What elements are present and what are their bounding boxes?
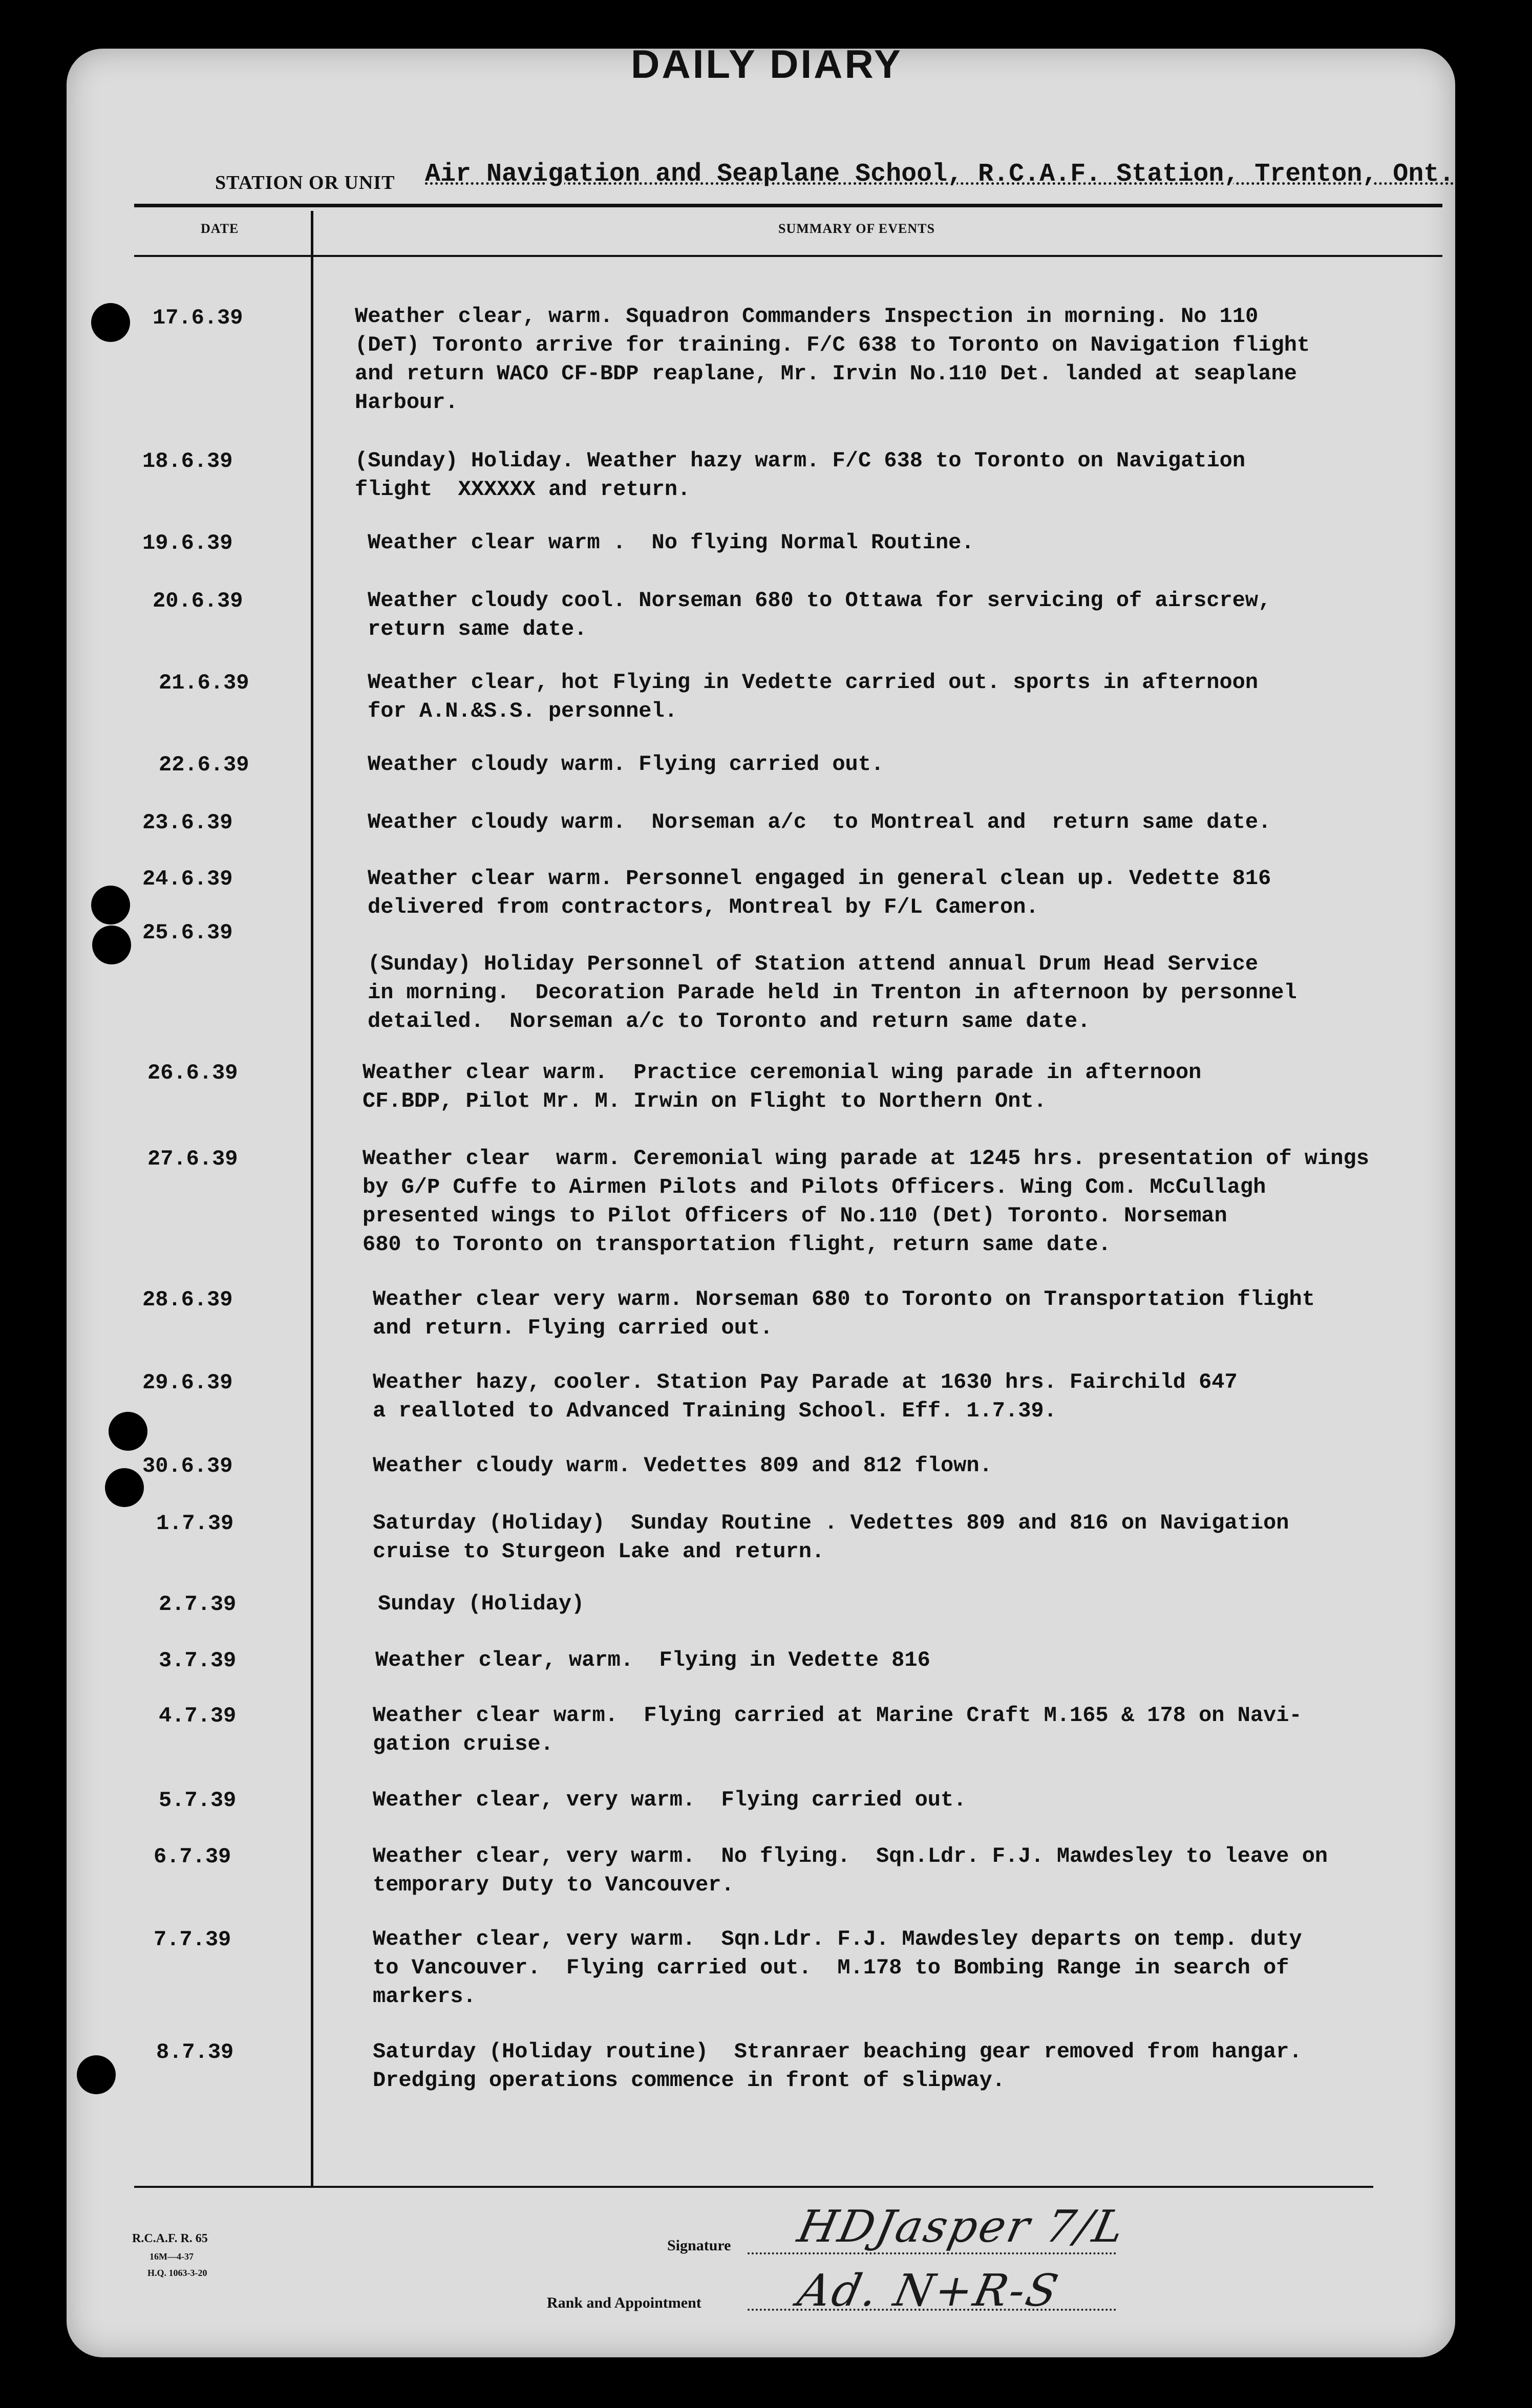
entry-text: Weather clear warm . No flying Normal Routine. xyxy=(368,530,974,555)
entry-date: 17.6.39 xyxy=(153,306,243,330)
entry-date: 4.7.39 xyxy=(159,1704,237,1728)
entry-date: 28.6.39 xyxy=(142,1287,233,1312)
column-header-rule xyxy=(134,255,1442,257)
entry-date: 23.6.39 xyxy=(142,810,233,835)
entry-text: Weather clear warm. Practice ceremonial wing parade in afternoon CF.BDP, Pilot Mr. M. Irwin on Flight to Northern Ont. xyxy=(363,1060,1202,1113)
entry-text: Weather cloudy cool. Norseman 680 to Ottawa for servicing of airscrew, return same date. xyxy=(368,588,1271,641)
entry-date: 26.6.39 xyxy=(147,1061,238,1085)
entry-date: 22.6.39 xyxy=(159,752,249,777)
entry-text: Weather clear very warm. Norseman 680 to Toronto on Transportation flight and return. Flying carried out. xyxy=(373,1287,1315,1340)
entry-text: Weather cloudy warm. Vedettes 809 and 812 flown. xyxy=(373,1453,992,1478)
punch-hole xyxy=(92,926,131,964)
signature-line xyxy=(748,2252,1116,2254)
entry-text: Weather cloudy warm. Flying carried out. xyxy=(368,752,884,777)
entry-text: Weather clear, very warm. Flying carried out. xyxy=(373,1788,967,1812)
entry-text: Weather clear, hot Flying in Vedette carried out. sports in afternoon for A.N.&S.S. personnel. xyxy=(368,670,1259,723)
signature-label: Signature xyxy=(667,2237,731,2254)
entry-text: Weather clear, warm. Squadron Commanders Inspection in morning. No 110 (DeT) Toronto arrive for training. F/C 638 to Toronto on Navigation flight and return WACO CF-BDP reaplane, Mr. Irvin No.110 Det. landed at seaplane Harbour. xyxy=(355,304,1310,415)
signature: HDJasper 7/L xyxy=(793,2201,1131,2252)
entry-text: Weather clear, very warm. Sqn.Ldr. F.J. Mawdesley departs on temp. duty to Vancouver. Flying carried out. M.178 to Bombing Range in search of markers. xyxy=(373,1927,1302,2009)
entry-date: 2.7.39 xyxy=(159,1592,237,1617)
entry-date: 3.7.39 xyxy=(159,1648,237,1673)
date-column-header: DATE xyxy=(201,221,239,236)
page-title: DAILY DIARY xyxy=(631,41,903,87)
form-id: R.C.A.F. R. 65 xyxy=(132,2232,208,2245)
entry-text: Weather clear warm. Flying carried at Marine Craft M.165 & 178 on Navi- gation cruise. xyxy=(373,1703,1302,1756)
entry-text: Sunday (Holiday) xyxy=(378,1592,585,1616)
entry-date: 7.7.39 xyxy=(154,1927,231,1952)
entry-text: Saturday (Holiday routine) Stranraer beaching gear removed from hangar. Dredging operations commence in front of slipway. xyxy=(373,2039,1302,2093)
entry-date: 27.6.39 xyxy=(147,1147,238,1171)
entry-date: 20.6.39 xyxy=(153,589,243,613)
entry-text: Weather clear warm. Ceremonial wing parade at 1245 hrs. presentation of wings by G/P Cuffe to Airmen Pilots and Pilots Officers. Wing Com. McCullagh presented wings to Pilot Officers of No.110 (Det) Toronto. Norseman 680 to Toronto on transportation flight, return same date. xyxy=(363,1146,1369,1257)
station-label: STATION OR UNIT xyxy=(215,172,395,193)
entry-text: Weather cloudy warm. Norseman a/c to Montreal and return same date. xyxy=(368,810,1271,834)
entry-date: 29.6.39 xyxy=(142,1370,233,1395)
bottom-rule xyxy=(134,2186,1373,2188)
punch-hole xyxy=(105,1468,144,1507)
rank-appointment: Ad. N+R-S xyxy=(793,2265,1065,2316)
entry-date: 18.6.39 xyxy=(142,449,233,474)
entry-date: 24.6.39 xyxy=(142,867,233,891)
punch-hole xyxy=(91,886,130,924)
header-rule xyxy=(134,204,1442,207)
entry-date: 30.6.39 xyxy=(142,1454,233,1478)
entry-text: (Sunday) Holiday Personnel of Station attend annual Drum Head Service in morning. Decoration Parade held in Trenton in afternoon by personnel detailed. Norseman a/c to Toronto and return same date. xyxy=(368,952,1297,1034)
summary-column-header: SUMMARY OF EVENTS xyxy=(778,221,935,236)
punch-hole xyxy=(109,1412,147,1451)
entry-date: 6.7.39 xyxy=(154,1844,231,1869)
entry-text: Weather clear, warm. Flying in Vedette 816 xyxy=(375,1648,930,1672)
entry-text: Weather clear, very warm. No flying. Sqn.Ldr. F.J. Mawdesley to leave on temporary Duty to Vancouver. xyxy=(373,1844,1328,1897)
column-divider xyxy=(311,211,313,2186)
entry-date: 8.7.39 xyxy=(156,2040,234,2065)
form-code: H.Q. 1063-3-20 xyxy=(147,2268,207,2278)
punch-hole xyxy=(77,2055,116,2094)
entry-text: (Sunday) Holiday. Weather hazy warm. F/C 638 to Toronto on Navigation flight XXXXXX and return. xyxy=(355,448,1246,502)
entry-text: Weather clear warm. Personnel engaged in general clean up. Vedette 816 delivered from contractors, Montreal by F/L Cameron. xyxy=(368,866,1271,919)
punch-hole xyxy=(91,303,130,342)
entry-date: 25.6.39 xyxy=(142,920,233,945)
station-value: Air Navigation and Seaplane School, R.C.A.F. Station, Trenton, Ont. xyxy=(425,160,1455,189)
entry-date: 1.7.39 xyxy=(156,1511,234,1536)
form-code: 16M—4-37 xyxy=(150,2251,194,2262)
rank-label: Rank and Appointment xyxy=(547,2294,701,2311)
entry-date: 21.6.39 xyxy=(159,671,249,695)
entry-date: 19.6.39 xyxy=(142,531,233,555)
entry-text: Saturday (Holiday) Sunday Routine . Vedettes 809 and 816 on Navigation cruise to Sturgeon Lake and return. xyxy=(373,1511,1289,1564)
entry-date: 5.7.39 xyxy=(159,1788,237,1813)
entry-text: Weather hazy, cooler. Station Pay Parade at 1630 hrs. Fairchild 647 a realloted to Advanced Training School. Eff. 1.7.39. xyxy=(373,1370,1238,1423)
